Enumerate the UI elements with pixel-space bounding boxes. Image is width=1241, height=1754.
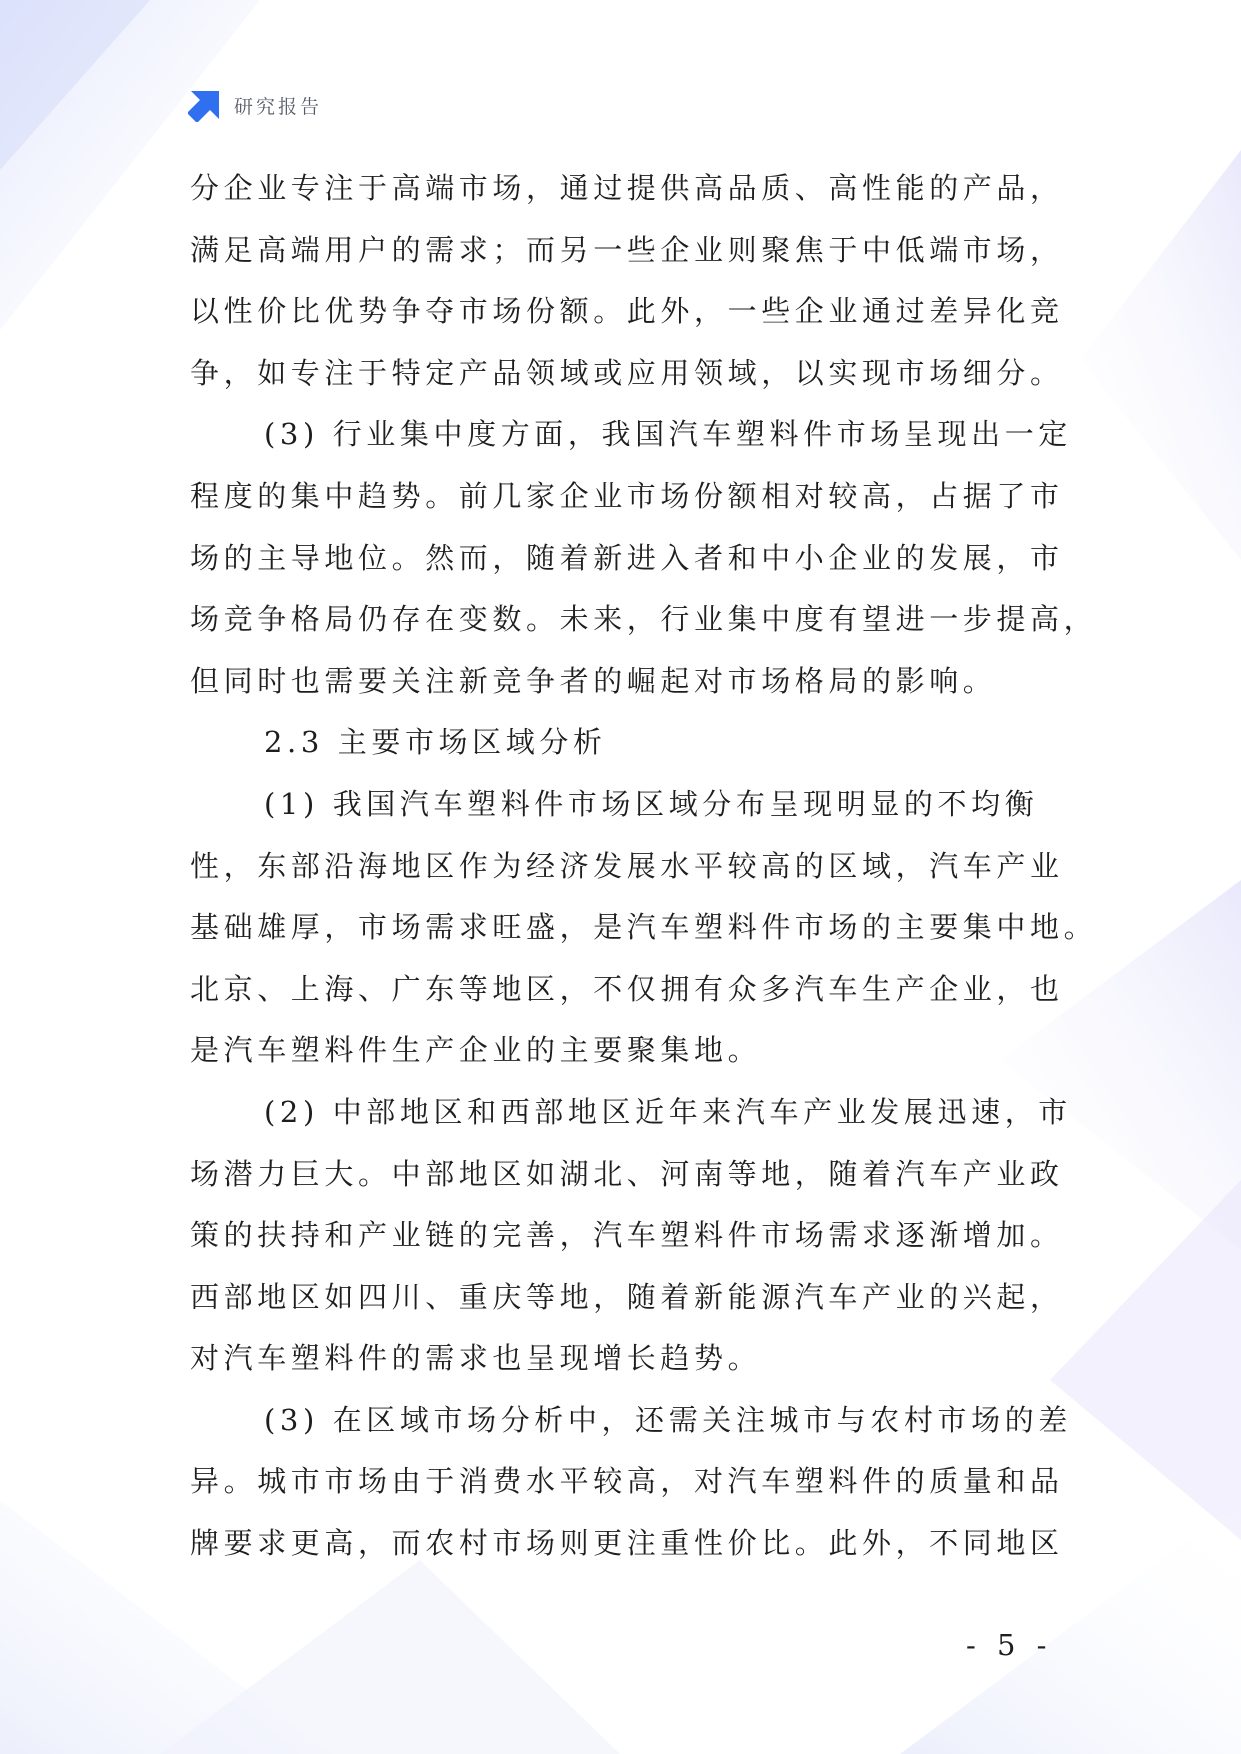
text-line: 牌要求更高，而农村市场则更注重性价比。此外，不同地区 bbox=[190, 1526, 1064, 1561]
text-line: 是汽车塑料件生产企业的主要聚集地。 bbox=[190, 1033, 762, 1068]
text-line: 基础雄厚，市场需求旺盛，是汽车塑料件市场的主要集中地。 bbox=[190, 910, 1098, 945]
paragraph-start-line: (2) 中部地区和西部地区近年来汽车产业发展迅速，市 bbox=[264, 1094, 1072, 1129]
section-heading: 2.3 主要市场区域分析 bbox=[264, 725, 607, 760]
text-line: 性，东部沿海地区作为经济发展水平较高的区域，汽车产业 bbox=[190, 848, 1064, 883]
text-line: 西部地区如四川、重庆等地，随着新能源汽车产业的兴起， bbox=[190, 1279, 1064, 1314]
text-line: 策的扶持和产业链的完善，汽车塑料件市场需求逐渐增加。 bbox=[190, 1218, 1064, 1253]
arrow-logo-icon bbox=[188, 88, 222, 122]
report-header bbox=[188, 88, 322, 122]
text-line: 分企业专注于高端市场，通过提供高品质、高性能的产品， bbox=[190, 171, 1064, 205]
paragraph-start-line: (3) 行业集中度方面，我国汽车塑料件市场呈现出一定 bbox=[264, 417, 1072, 452]
paragraph-start-line: (3) 在区域市场分析中，还需关注城市与农村市场的差 bbox=[264, 1402, 1072, 1437]
text-line: 以性价比优势争夺市场份额。此外，一些企业通过差异化竞 bbox=[190, 294, 1064, 329]
text-line: 程度的集中趋势。前几家企业市场份额相对较高，占据了市 bbox=[190, 478, 1064, 513]
text-line: 场的主导地位。然而，随着新进入者和中小企业的发展，市 bbox=[190, 540, 1064, 575]
text-line: 场潜力巨大。中部地区如湖北、河南等地，随着汽车产业政 bbox=[190, 1156, 1064, 1191]
header-title: 研究报告 bbox=[234, 95, 323, 118]
paragraph-start-line: (1) 我国汽车塑料件市场区域分布呈现明显的不均衡 bbox=[264, 786, 1039, 821]
text-line: 异。城市市场由于消费水平较高，对汽车塑料件的质量和品 bbox=[190, 1464, 1064, 1499]
text-line: 场竞争格局仍存在变数。未来，行业集中度有望进一步提高， bbox=[190, 602, 1098, 637]
page-number: - 5 - bbox=[966, 1628, 1053, 1662]
text-line: 对汽车塑料件的需求也呈现增长趋势。 bbox=[190, 1341, 762, 1376]
text-line: 北京、上海、广东等地区，不仅拥有众多汽车生产企业，也 bbox=[190, 971, 1064, 1006]
text-line: 争，如专注于特定产品领域或应用领域，以实现市场细分。 bbox=[190, 355, 1064, 390]
text-line: 但同时也需要关注新竞争者的崛起对市场格局的影响。 bbox=[190, 663, 997, 698]
text-line: 满足高端用户的需求；而另一些企业则聚焦于中低端市场， bbox=[190, 232, 1064, 267]
body-text bbox=[190, 158, 1098, 1575]
